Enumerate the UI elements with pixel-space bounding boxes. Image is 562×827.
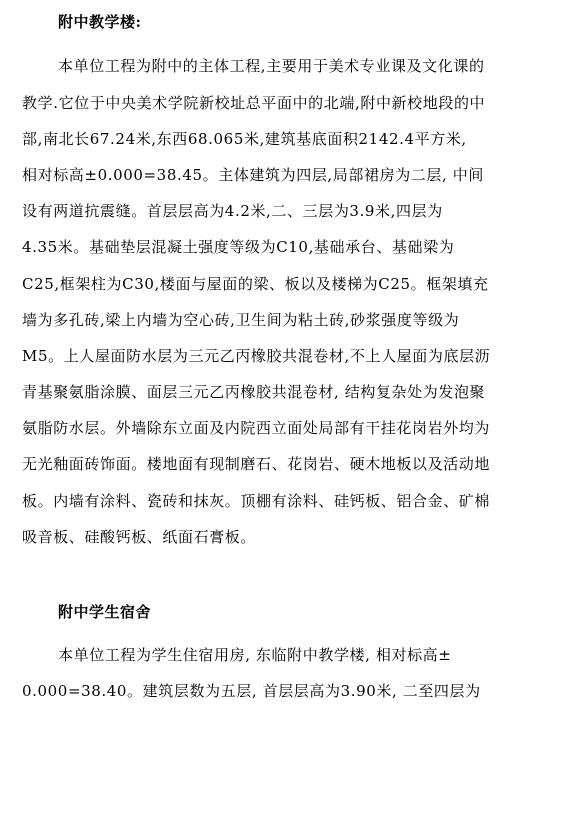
paragraph-line: 本单位工程为附中的主体工程,主要用于美术专业课及文化课的 (58, 57, 485, 75)
section-heading-student-dormitory: 附中学生宿舍 (58, 603, 152, 621)
paragraph-line: 教学.它位于中央美术学院新校址总平面中的北端,附中新校地段的中 (22, 94, 486, 112)
paragraph-line: 板。内墙有涂料、瓷砖和抹灰。顶棚有涂料、硅钙板、铝合金、矿棉 (22, 492, 491, 510)
paragraph-line: M5。上人屋面防水层为三元乙丙橡胶共混卷材,不上人屋面为底层沥 (22, 347, 491, 365)
paragraph-line: 氨脂防水层。外墙除东立面及内院西立面处局部有干挂花岗岩外均为 (22, 419, 491, 437)
paragraph-line: C25,框架柱为C30,楼面与屋面的梁、板以及楼梯为C25。框架填充 (22, 275, 489, 293)
paragraph-line: 墙为多孔砖,梁上内墙为空心砖,卫生间为粘土砖,砂浆强度等级为 (22, 311, 460, 329)
paragraph-line: 4.35米。基础垫层混凝土强度等级为C10,基础承台、基础梁为 (22, 238, 455, 256)
section-heading-teaching-building: 附中教学楼: (58, 13, 142, 31)
paragraph-line: 青基聚氨脂涂膜、面层三元乙丙橡胶共混卷材, 结构复杂处为发泡聚 (22, 383, 486, 401)
paragraph-line: 0.000=38.40。建筑层数为五层, 首层层高为3.90米, 二至四层为 (22, 682, 481, 700)
paragraph-line: 吸音板、硅酸钙板、纸面石膏板。 (22, 528, 257, 546)
paragraph-line: 本单位工程为学生住宿用房, 东临附中教学楼, 相对标高± (58, 646, 452, 664)
paragraph-line: 部,南北长67.24米,东西68.065米,建筑基底面积2142.4平方米, (22, 130, 467, 148)
paragraph-line: 无光釉面砖饰面。楼地面有现制磨石、花岗岩、硬木地板以及活动地 (22, 455, 491, 473)
paragraph-line: 相对标高±0.000=38.45。主体建筑为四层,局部裙房为二层, 中间 (22, 166, 484, 184)
paragraph-line: 设有两道抗震缝。首层层高为4.2米,二、三层为3.9米,四层为 (22, 202, 443, 220)
